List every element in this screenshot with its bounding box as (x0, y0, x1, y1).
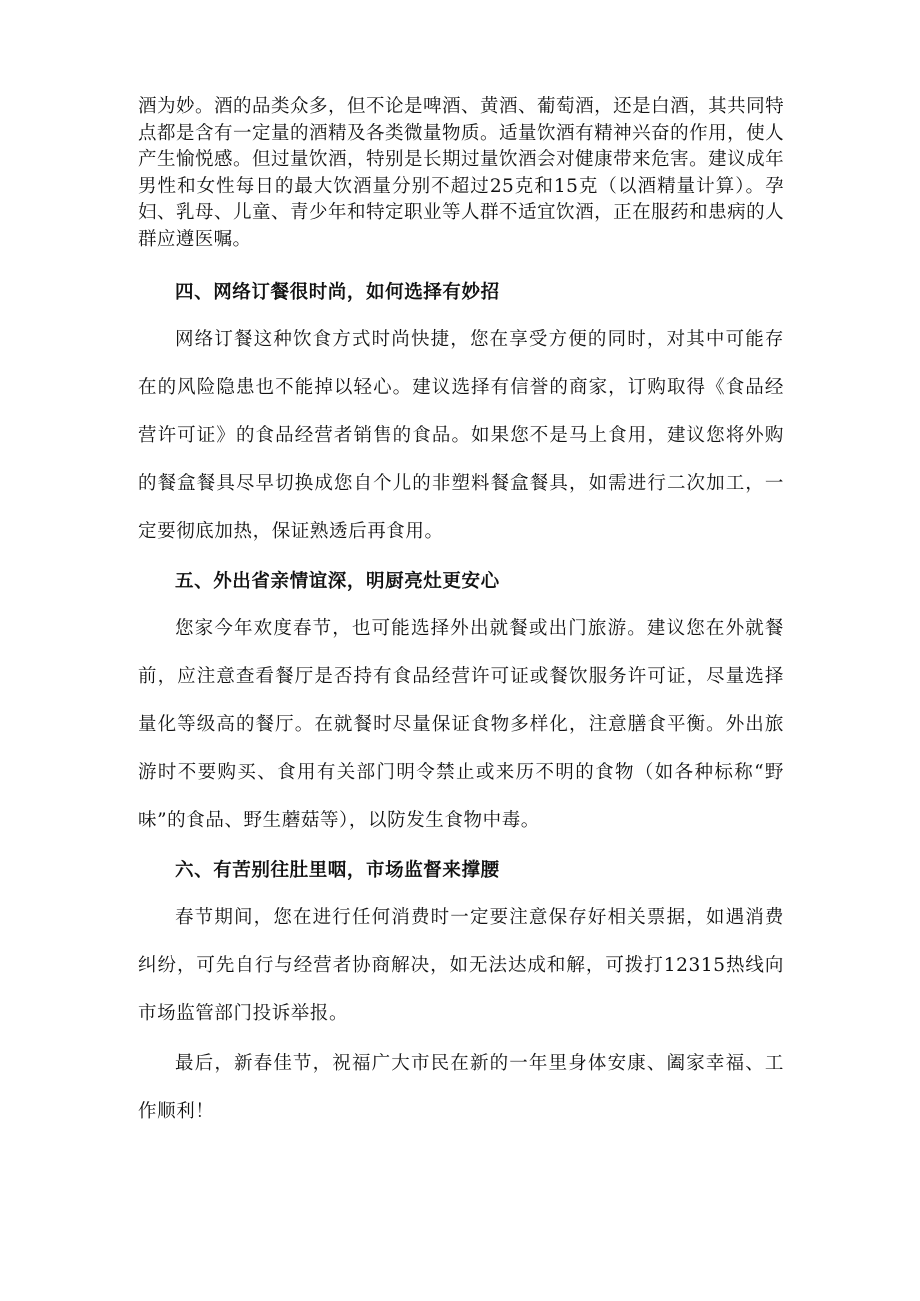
section-heading-dining-out: 五、外出省亲情谊深，明厨亮灶更安心 (175, 571, 500, 592)
section-heading-online-ordering: 四、网络订餐很时尚，如何选择有妙招 (175, 282, 500, 303)
closing-paragraph: 最后，新春佳节，祝福广大市民在新的一年里身体安康、阖家幸福、工作顺利！ (138, 1053, 784, 1122)
section-body-dining-out: 您家今年欢度春节，也可能选择外出就餐或出门旅游。建议您在外就餐前，应注意查看餐厅是否持有食品经营许可证或餐饮服务许可证，尽量选择量化等级高的餐厅。在就餐时尽量保证食物多样化，注意膳食平衡。外出旅游时不要购买、食用有关部门明令禁止或来历不明的食物（如各种标称“野味”的食品、野生蘑菇等），以防发生食物中毒。 (138, 618, 784, 831)
intro-paragraph: 酒为妙。酒的品类众多，但不论是啤酒、黄酒、葡萄酒，还是白酒，其共同特点都是含有一定量的酒精及各类微量物质。适量饮酒有精神兴奋的作用，使人产生愉悦感。但过量饮酒，特别是长期过量饮酒会对健康带来危害。建议成年男性和女性每日的最大饮酒量分别不超过25克和15克（以酒精量计算）。孕妇、乳母、儿童、青少年和特定职业等人群不适宜饮酒，正在服药和患病的人群应遵医嘱。 (138, 96, 784, 250)
section-body-consumer-complaints: 春节期间，您在进行任何消费时一定要注意保存好相关票据，如遇消费纠纷，可先自行与经营者协商解决，如无法达成和解，可拨打12315热线向市场监管部门投诉举报。 (138, 907, 784, 1024)
section-heading-consumer-complaints: 六、有苦别往肚里咽，市场监督来撑腰 (175, 860, 500, 881)
section-body-online-ordering: 网络订餐这种饮食方式时尚快捷，您在享受方便的同时，对其中可能存在的风险隐患也不能掉以轻心。建议选择有信誉的商家，订购取得《食品经营许可证》的食品经营者销售的食品。如果您不是马上食用，建议您将外购的餐盒餐具尽早切换成您自个儿的非塑料餐盒餐具，如需进行二次加工，一定要彻底加热，保证熟透后再食用。 (138, 329, 784, 542)
document-body (138, 94, 784, 1136)
